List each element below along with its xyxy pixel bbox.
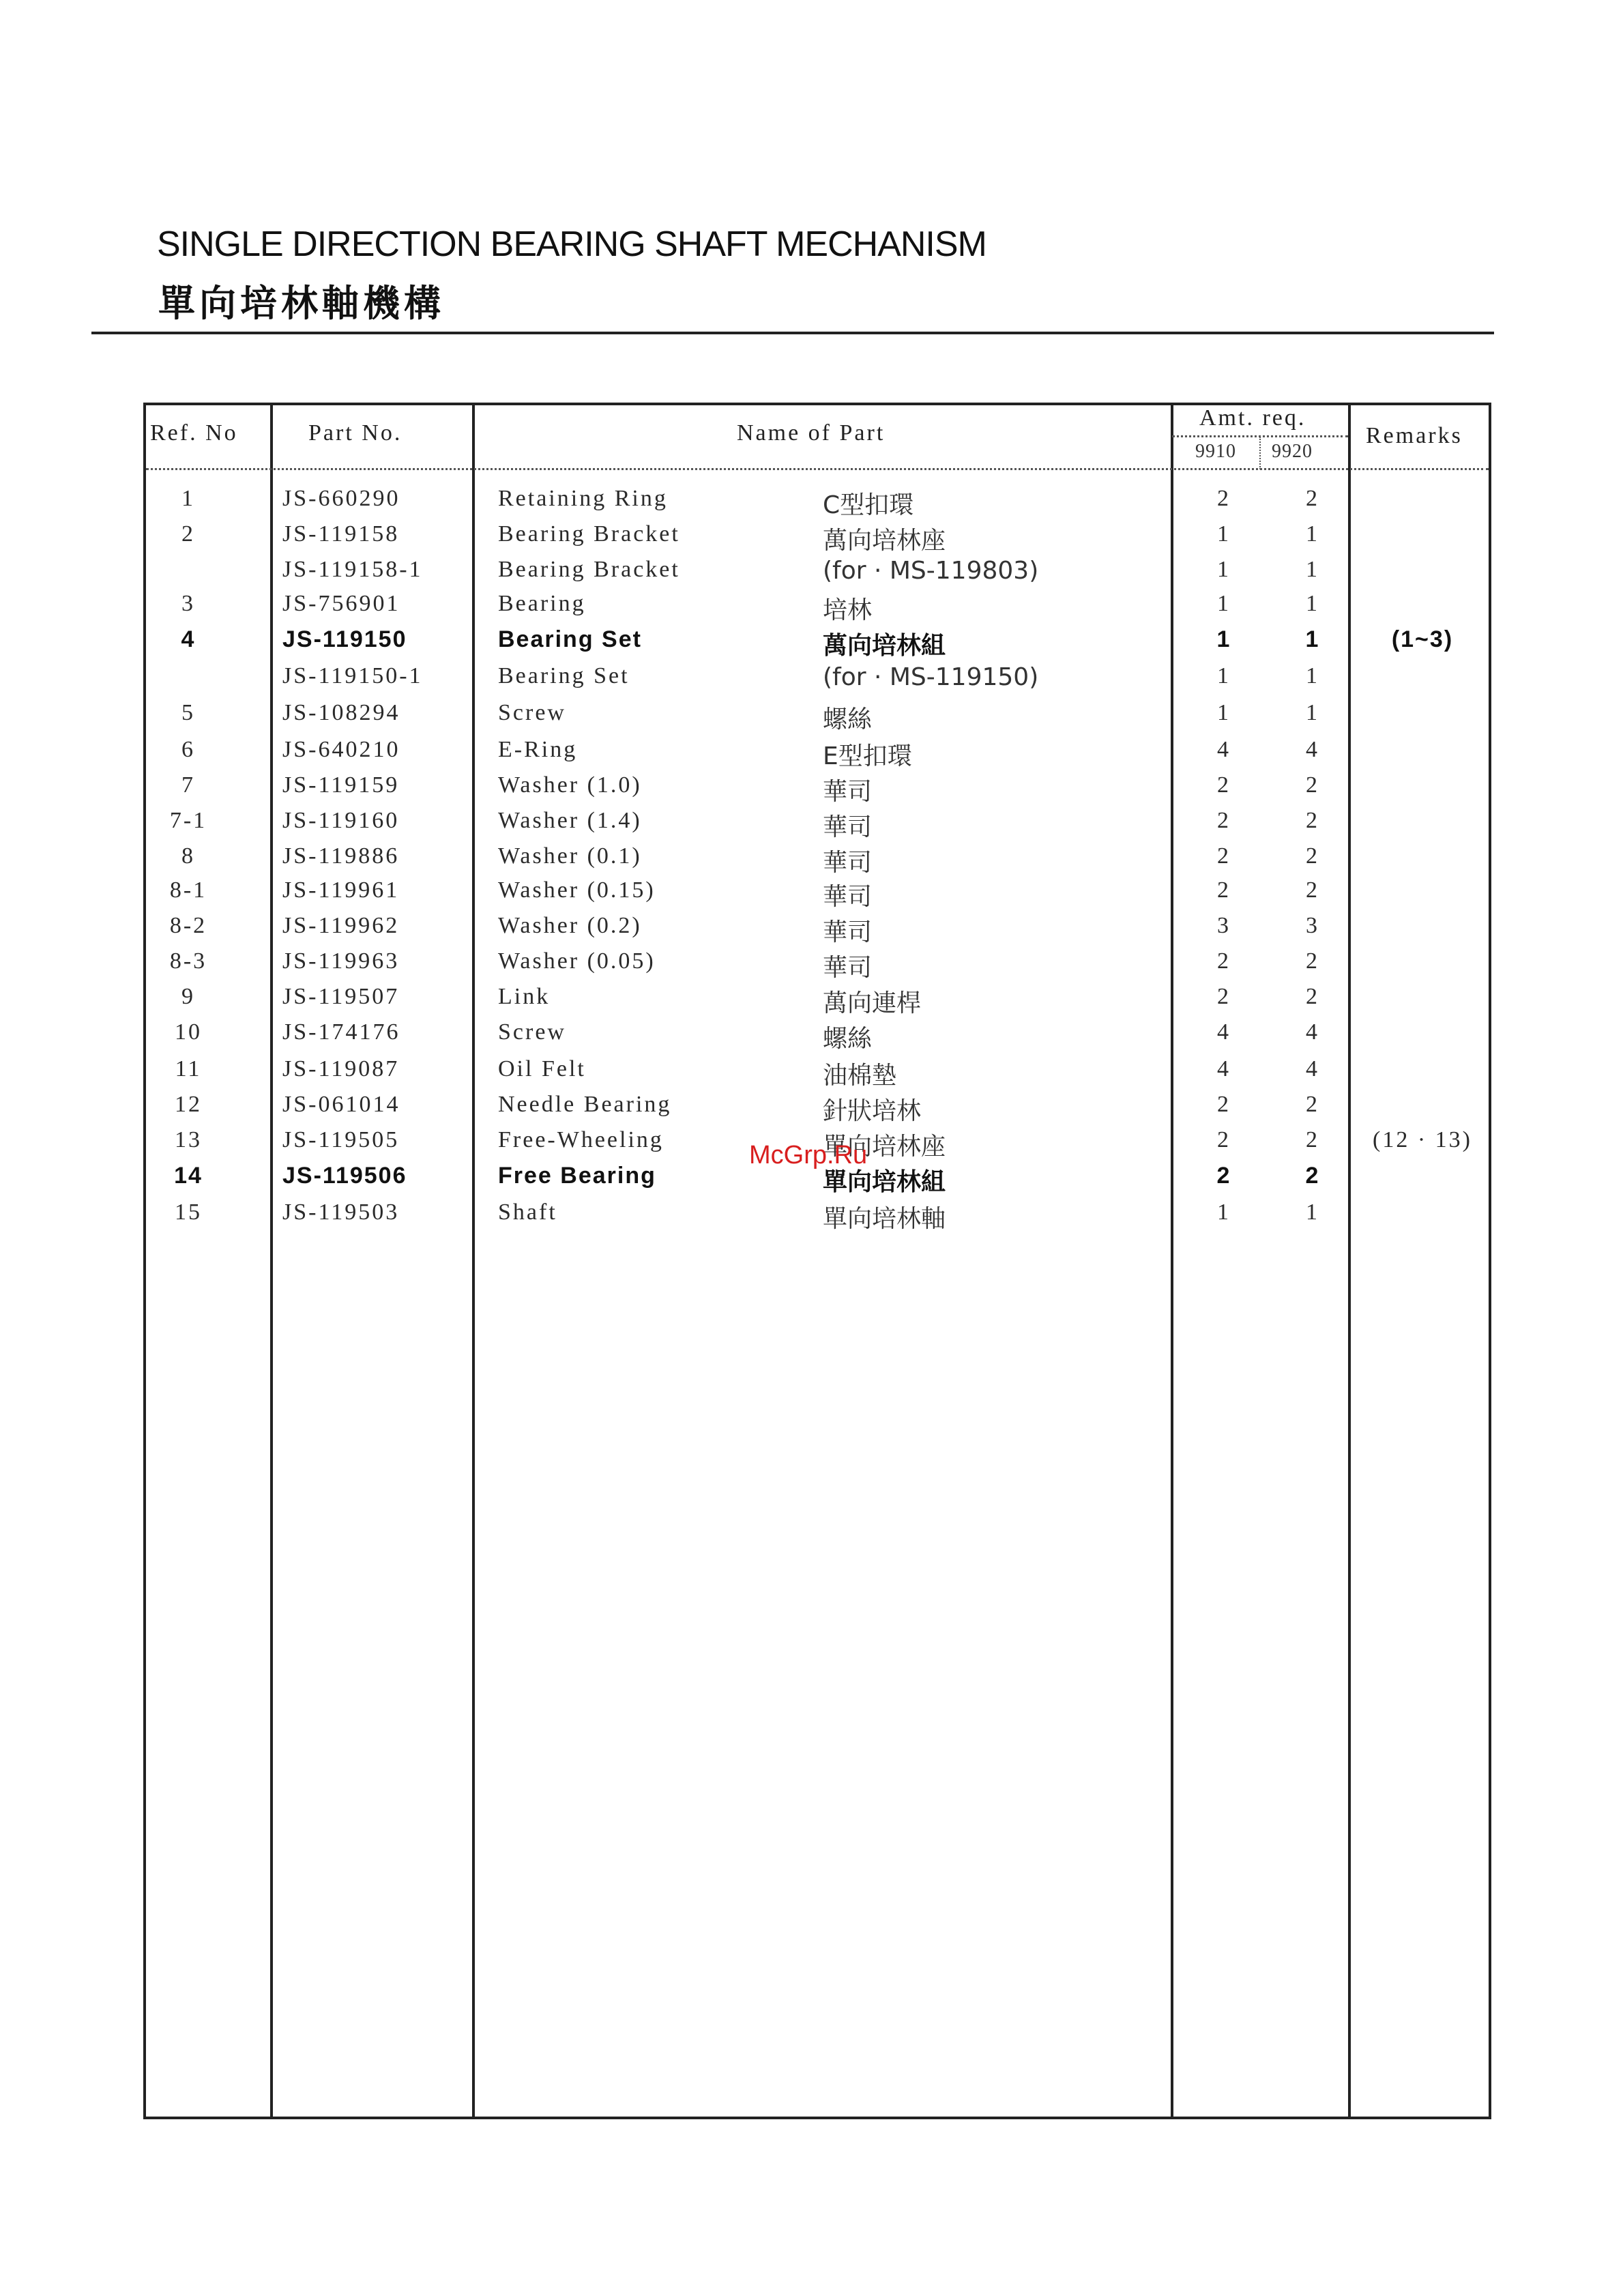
qty-9910-cell: 2 bbox=[1217, 984, 1231, 1009]
part-name-chinese-cell: 萬向培林座 bbox=[823, 527, 946, 555]
qty-9920-cell: 2 bbox=[1306, 808, 1319, 833]
table-row bbox=[0, 591, 1623, 628]
ref-no-cell: 8-3 bbox=[169, 948, 207, 974]
part-name-cell: Bearing Bracket bbox=[498, 521, 680, 547]
ref-no-cell: 6 bbox=[181, 737, 195, 762]
part-name-cell: Free-Wheeling bbox=[498, 1127, 664, 1152]
ref-no-cell: 1 bbox=[181, 486, 195, 511]
header-amt-req: Amt. req. bbox=[1199, 405, 1306, 431]
qty-9920-cell: 2 bbox=[1306, 772, 1319, 798]
ref-no-cell: 15 bbox=[175, 1200, 202, 1225]
part-no-cell: JS-119506 bbox=[282, 1163, 407, 1189]
qty-9920-cell: 1 bbox=[1306, 663, 1319, 688]
qty-9910-cell: 4 bbox=[1217, 737, 1231, 762]
part-no-cell: JS-119158-1 bbox=[282, 557, 423, 582]
ref-no-cell: 5 bbox=[181, 700, 195, 725]
qty-9920-cell: 4 bbox=[1306, 1019, 1319, 1045]
part-no-cell: JS-119150 bbox=[282, 626, 407, 652]
part-name-chinese-cell: 華司 bbox=[823, 778, 873, 806]
part-name-cell: Screw bbox=[498, 1019, 566, 1045]
table-row bbox=[0, 1092, 1623, 1129]
part-name-chinese-cell: 華司 bbox=[823, 954, 873, 982]
header-model-9910: 9910 bbox=[1195, 441, 1236, 462]
table-row bbox=[0, 663, 1623, 700]
part-name-cell: Oil Felt bbox=[498, 1056, 586, 1081]
table-row bbox=[0, 626, 1623, 663]
table-row bbox=[0, 913, 1623, 950]
part-name-cell: Bearing Set bbox=[498, 626, 642, 652]
qty-9920-cell: 2 bbox=[1306, 843, 1319, 869]
ref-no-cell: 4 bbox=[181, 626, 196, 652]
part-name-chinese-cell: (for · MS-119803) bbox=[823, 557, 1039, 585]
part-no-cell: JS-119961 bbox=[282, 877, 400, 903]
qty-9920-cell: 2 bbox=[1306, 1127, 1319, 1152]
part-name-cell: Washer (0.15) bbox=[498, 877, 656, 903]
header-ref-no: Ref. No bbox=[150, 420, 238, 446]
qty-9920-cell: 1 bbox=[1306, 700, 1319, 725]
part-no-cell: JS-119505 bbox=[282, 1127, 400, 1152]
qty-9920-cell: 2 bbox=[1305, 1163, 1320, 1189]
part-name-cell: Bearing Set bbox=[498, 663, 630, 688]
qty-9920-cell: 1 bbox=[1306, 521, 1319, 547]
part-name-chinese-cell: 油棉墊 bbox=[823, 1062, 897, 1090]
part-no-cell: JS-119503 bbox=[282, 1200, 400, 1225]
qty-9920-cell: 1 bbox=[1306, 557, 1319, 582]
qty-9920-cell: 2 bbox=[1306, 1092, 1319, 1117]
remarks-cell: (1~3) bbox=[1391, 626, 1454, 652]
part-name-cell: Washer (1.4) bbox=[498, 808, 642, 833]
part-no-cell: JS-640210 bbox=[282, 737, 400, 762]
part-name-chinese-cell: 華司 bbox=[823, 918, 873, 946]
table-row bbox=[0, 521, 1623, 558]
qty-9910-cell: 1 bbox=[1217, 557, 1231, 582]
part-name-cell: Needle Bearing bbox=[498, 1092, 672, 1117]
qty-9910-cell: 2 bbox=[1217, 808, 1231, 833]
table-row bbox=[0, 486, 1623, 523]
part-no-cell: JS-119962 bbox=[282, 913, 400, 938]
part-name-chinese-cell: 單向培林軸 bbox=[823, 1205, 946, 1233]
part-no-cell: JS-119159 bbox=[282, 772, 400, 798]
part-name-cell: Washer (1.0) bbox=[498, 772, 642, 798]
part-name-cell: Washer (0.2) bbox=[498, 913, 642, 938]
ref-no-cell: 14 bbox=[174, 1163, 203, 1189]
ref-no-cell: 9 bbox=[181, 984, 195, 1009]
part-name-cell: Bearing bbox=[498, 591, 586, 616]
part-no-cell: JS-108294 bbox=[282, 700, 400, 725]
ref-no-cell: 8 bbox=[181, 843, 195, 869]
part-name-chinese-cell: 萬向連桿 bbox=[823, 989, 922, 1017]
part-name-chinese-cell: 單向培林座 bbox=[823, 1133, 946, 1161]
qty-9910-cell: 2 bbox=[1217, 1092, 1231, 1117]
part-name-chinese-cell: 華司 bbox=[823, 813, 873, 841]
header-remarks: Remarks bbox=[1366, 423, 1463, 448]
part-no-cell: JS-660290 bbox=[282, 486, 400, 511]
part-name-cell: Screw bbox=[498, 700, 566, 725]
part-no-cell: JS-119160 bbox=[282, 808, 400, 833]
part-no-cell: JS-119886 bbox=[282, 843, 400, 869]
part-no-cell: JS-756901 bbox=[282, 591, 400, 616]
qty-9910-cell: 2 bbox=[1217, 877, 1231, 903]
table-row bbox=[0, 700, 1623, 737]
qty-9910-cell: 4 bbox=[1217, 1056, 1231, 1081]
table-row bbox=[0, 843, 1623, 880]
qty-9920-cell: 4 bbox=[1306, 1056, 1319, 1081]
part-name-chinese-cell: (for · MS-119150) bbox=[823, 663, 1039, 691]
table-row bbox=[0, 808, 1623, 845]
table-row bbox=[0, 877, 1623, 914]
ref-no-cell: 7-1 bbox=[169, 808, 207, 833]
part-name-chinese-cell: E型扣環 bbox=[823, 742, 912, 770]
part-no-cell: JS-119507 bbox=[282, 984, 400, 1009]
part-name-chinese-cell: 針狀培林 bbox=[823, 1097, 922, 1125]
qty-9920-cell: 3 bbox=[1306, 913, 1319, 938]
table-row bbox=[0, 772, 1623, 809]
part-name-chinese-cell: 華司 bbox=[823, 883, 873, 911]
table-row bbox=[0, 1056, 1623, 1093]
ref-no-cell: 8-1 bbox=[169, 877, 207, 903]
part-name-chinese-cell: 螺絲 bbox=[823, 706, 873, 733]
title-divider bbox=[91, 332, 1494, 334]
part-name-cell: Link bbox=[498, 984, 551, 1009]
qty-9920-cell: 1 bbox=[1306, 591, 1319, 616]
watermark: McGrp.Ru bbox=[749, 1141, 868, 1169]
qty-9910-cell: 1 bbox=[1217, 591, 1231, 616]
part-name-cell: Retaining Ring bbox=[498, 486, 668, 511]
part-name-cell: Washer (0.1) bbox=[498, 843, 642, 869]
ref-no-cell: 3 bbox=[181, 591, 195, 616]
header-name-of-part: Name of Part bbox=[737, 420, 886, 446]
part-name-chinese-cell: C型扣環 bbox=[823, 491, 914, 519]
qty-9910-cell: 2 bbox=[1217, 772, 1231, 798]
table-row bbox=[0, 1200, 1623, 1236]
ref-no-cell: 7 bbox=[181, 772, 195, 798]
ref-no-cell: 10 bbox=[175, 1019, 202, 1045]
part-name-cell: Bearing Bracket bbox=[498, 557, 680, 582]
ref-no-cell: 2 bbox=[181, 521, 195, 547]
part-no-cell: JS-119158 bbox=[282, 521, 400, 547]
qty-9910-cell: 2 bbox=[1217, 486, 1231, 511]
qty-9920-cell: 2 bbox=[1306, 948, 1319, 974]
amt-model-divider bbox=[1259, 437, 1261, 469]
qty-9910-cell: 4 bbox=[1217, 1019, 1231, 1045]
table-row bbox=[0, 948, 1623, 985]
part-name-chinese-cell: 單向培林組 bbox=[823, 1168, 946, 1196]
part-name-cell: Washer (0.05) bbox=[498, 948, 656, 974]
qty-9910-cell: 1 bbox=[1217, 1200, 1231, 1225]
qty-9910-cell: 2 bbox=[1217, 948, 1231, 974]
remarks-cell: (12 · 13) bbox=[1373, 1127, 1472, 1152]
ref-no-cell: 13 bbox=[175, 1127, 202, 1152]
table-row bbox=[0, 984, 1623, 1021]
part-no-cell: JS-119963 bbox=[282, 948, 400, 974]
qty-9920-cell: 4 bbox=[1306, 737, 1319, 762]
part-name-cell: E-Ring bbox=[498, 737, 578, 762]
part-name-chinese-cell: 螺絲 bbox=[823, 1025, 873, 1053]
qty-9920-cell: 1 bbox=[1305, 626, 1320, 652]
qty-9920-cell: 2 bbox=[1306, 486, 1319, 511]
part-name-cell: Shaft bbox=[498, 1200, 557, 1225]
table-row bbox=[0, 737, 1623, 774]
table-row bbox=[0, 557, 1623, 594]
qty-9910-cell: 1 bbox=[1216, 626, 1231, 652]
qty-9920-cell: 1 bbox=[1306, 1200, 1319, 1225]
ref-no-cell: 8-2 bbox=[169, 913, 207, 938]
qty-9920-cell: 2 bbox=[1306, 877, 1319, 903]
qty-9910-cell: 1 bbox=[1217, 663, 1231, 688]
table-row bbox=[0, 1019, 1623, 1056]
ref-no-cell: 11 bbox=[175, 1056, 202, 1081]
page-title-chinese: 單向培林軸機構 bbox=[158, 282, 445, 325]
part-name-chinese-cell: 萬向培林組 bbox=[823, 632, 946, 660]
ref-no-cell: 12 bbox=[175, 1092, 202, 1117]
qty-9910-cell: 2 bbox=[1217, 1127, 1231, 1152]
qty-9910-cell: 2 bbox=[1217, 843, 1231, 869]
qty-9910-cell: 1 bbox=[1217, 521, 1231, 547]
header-model-9920: 9920 bbox=[1272, 441, 1313, 462]
qty-9910-cell: 3 bbox=[1217, 913, 1231, 938]
part-no-cell: JS-119150-1 bbox=[282, 663, 423, 688]
part-no-cell: JS-174176 bbox=[282, 1019, 400, 1045]
part-name-chinese-cell: 培林 bbox=[823, 596, 873, 624]
header-divider bbox=[146, 468, 1489, 470]
qty-9910-cell: 1 bbox=[1217, 700, 1231, 725]
header-part-no: Part No. bbox=[308, 420, 403, 446]
page-title-english: SINGLE DIRECTION BEARING SHAFT MECHANISM bbox=[157, 224, 986, 264]
part-no-cell: JS-119087 bbox=[282, 1056, 400, 1081]
part-no-cell: JS-061014 bbox=[282, 1092, 400, 1117]
qty-9910-cell: 2 bbox=[1216, 1163, 1231, 1189]
part-name-chinese-cell: 華司 bbox=[823, 849, 873, 877]
qty-9920-cell: 2 bbox=[1306, 984, 1319, 1009]
part-name-cell: Free Bearing bbox=[498, 1163, 656, 1189]
